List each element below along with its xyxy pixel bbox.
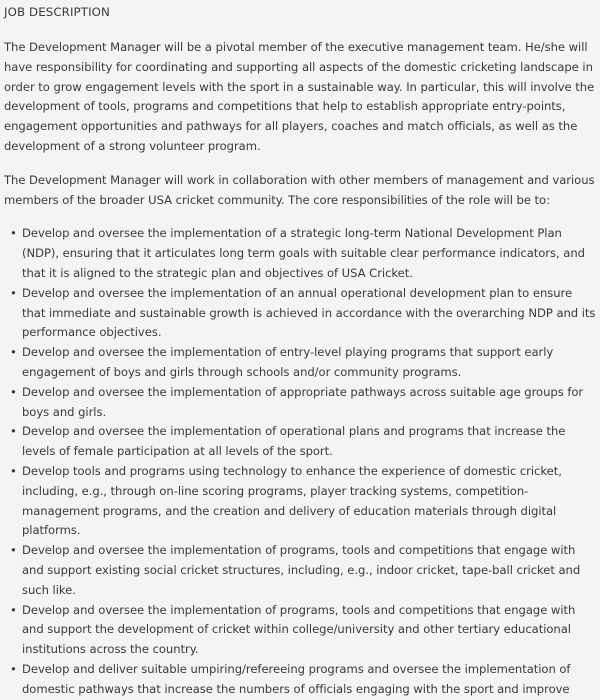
responsibility-item: • Develop and oversee the implementation of appropriate pathways across suitable age groups for boys and girls. [4,383,596,423]
responsibilities-list [4,224,596,699]
responsibility-item: • Develop tools and programs using technology to enhance the experience of domestic cricket, including, e.g., through on-line scoring programs, player tracking systems, competition-management programs, and the creation and delivery of education materials through digital platforms. [4,462,596,541]
responsibility-item: • Develop and deliver suitable umpiring/refereeing programs and oversee the implementation of domestic pathways that increase the numbers of officials engaging with the sport and improve [4,660,596,700]
responsibility-item: • Develop and oversee the implementation of operational plans and programs that increase the levels of female participation at all levels of the sport. [4,422,596,462]
intro-paragraph: The Development Manager will be a pivotal member of the executive management team. He/she will have responsibility for coordinating and supporting all aspects of the domestic cricketing landscape in order to grow engagement levels with the sport in a sustainable way. In particular, this will involve the development of tools, programs and competitions that help to establish appropriate entry-points, engagement opportunities and pathways for all players, coaches and match officials, as well as the development of a strong volunteer program. [4,40,595,153]
responsibility-item: • Develop and oversee the implementation of an annual operational development plan to ensure that immediate and sustainable growth is achieved in accordance with the overarching NDP and its performance objectives. [4,284,596,343]
section-heading: JOB DESCRIPTION [4,5,110,19]
responsibility-item: • Develop and oversee the implementation of programs, tools and competitions that engage with and support the development of cricket within college/university and other tertiary educational institutions across the country. [4,601,596,660]
responsibility-item: • Develop and oversee the implementation of entry-level playing programs that support early engagement of boys and girls through schools and/or community programs. [4,343,596,383]
collaboration-paragraph: The Development Manager will work in collaboration with other members of management and various members of the broader USA cricket community. The core responsibilities of the role will be to: [4,172,595,207]
responsibility-item: • Develop and oversee the implementation of programs, tools and competitions that engage with and support existing social cricket structures, including, e.g., indoor cricket, tape-ball cricket and such like. [4,541,596,600]
responsibility-item: • Develop and oversee the implementation of a strategic long-term National Development Plan (NDP), ensuring that it articulates long term goals with suitable clear performance indicators, and that it is aligned to the strategic plan and objectives of USA Cricket. [4,224,596,283]
job-description-section [4,2,596,700]
